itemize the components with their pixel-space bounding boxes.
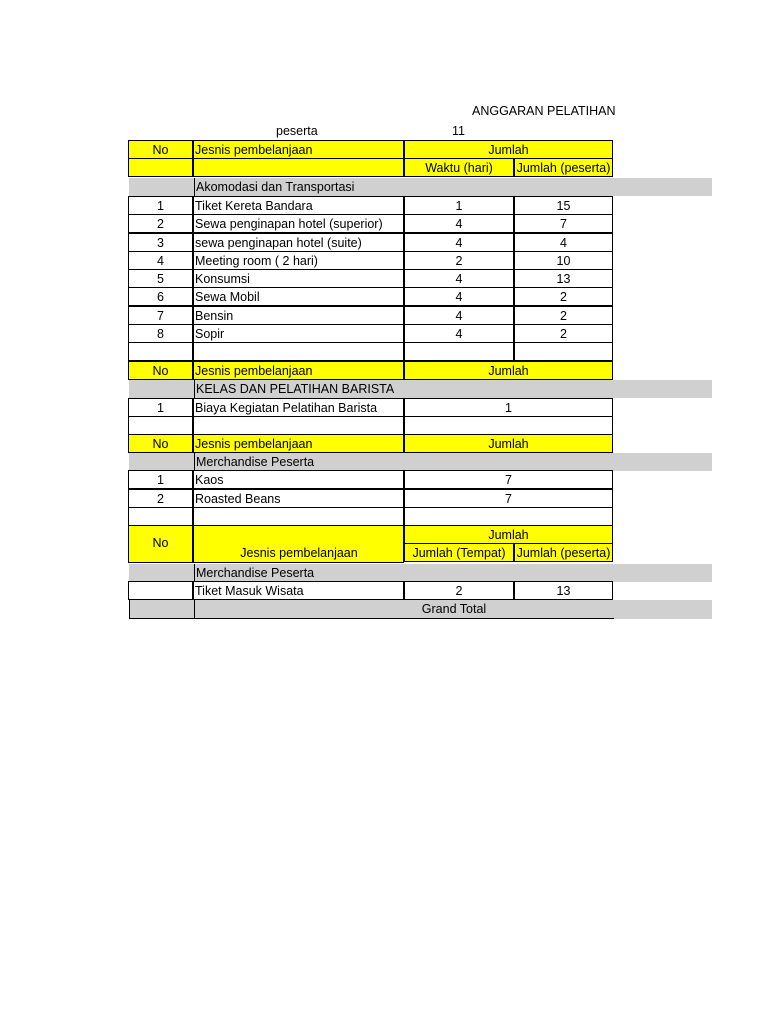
row-no: 1 <box>128 398 193 417</box>
section1-category-row <box>0 178 768 196</box>
grand-total-label: Grand Total <box>421 602 487 616</box>
table-row <box>0 234 768 252</box>
row-item: Kaos <box>193 470 404 489</box>
row-tempat: 2 <box>404 581 514 600</box>
section4-category-row <box>0 564 768 582</box>
row-no: 8 <box>128 324 193 343</box>
header-no: No <box>128 434 193 453</box>
table-row <box>0 399 768 417</box>
header-jumlah: Jumlah <box>404 140 613 159</box>
header-jenis: Jesnis pembelanjaan <box>193 525 404 563</box>
row-waktu: 4 <box>404 214 514 233</box>
header-no-cont <box>128 158 193 177</box>
row-item: Biaya Kegiatan Pelatihan Barista <box>193 398 404 417</box>
row-peserta: 2 <box>514 306 613 325</box>
row-waktu: 4 <box>404 269 514 288</box>
row-waktu: 4 <box>404 306 514 325</box>
row-waktu: 4 <box>404 324 514 343</box>
row-no: 2 <box>128 214 193 233</box>
header-no: No <box>128 361 193 380</box>
section3-header-row <box>0 435 768 453</box>
section1-header-row-1 <box>0 141 768 159</box>
row-no: 6 <box>128 287 193 306</box>
header-jumlah: Jumlah <box>404 361 613 380</box>
row-item: Konsumsi <box>193 269 404 288</box>
row-peserta: 13 <box>514 269 613 288</box>
row-waktu: 1 <box>404 196 514 215</box>
header-no: No <box>128 525 193 563</box>
header-jumlah: Jumlah <box>404 525 613 544</box>
row-jumlah: 1 <box>404 398 613 417</box>
row-peserta: 13 <box>514 581 613 600</box>
header-jenis: Jesnis pembelanjaan <box>193 434 404 453</box>
row-no <box>128 581 193 600</box>
row-peserta: 15 <box>514 196 613 215</box>
header-tempat: Jumlah (Tempat) <box>404 543 514 562</box>
row-no: 1 <box>128 196 193 215</box>
peserta-value: 11 <box>452 124 465 138</box>
row-waktu: 2 <box>404 251 514 270</box>
section2-category-row <box>0 380 768 398</box>
row-item: Tiket Kereta Bandara <box>193 196 404 215</box>
section1-header-row-2 <box>0 159 768 177</box>
section2-header-row <box>0 362 768 380</box>
blank-row <box>0 343 768 361</box>
header-peserta: Jumlah (peserta) <box>514 543 613 562</box>
row-item: sewa penginapan hotel (suite) <box>193 233 404 252</box>
row-no: 1 <box>128 470 193 489</box>
row-jumlah: 7 <box>404 470 613 489</box>
table-row <box>0 252 768 270</box>
grand-total-row <box>0 600 768 619</box>
category-label: Akomodasi dan Transportasi <box>194 178 405 196</box>
table-row <box>0 325 768 343</box>
header-jenis: Jesnis pembelanjaan <box>193 140 404 159</box>
row-no: 4 <box>128 251 193 270</box>
header-no: No <box>128 140 193 159</box>
row-item: Bensin <box>193 306 404 325</box>
row-peserta: 4 <box>514 233 613 252</box>
peserta-label: peserta <box>276 124 318 138</box>
table-row <box>0 307 768 325</box>
header-jenis-cont <box>193 158 404 177</box>
row-waktu: 4 <box>404 287 514 306</box>
row-item: Sewa penginapan hotel (superior) <box>193 214 404 233</box>
header-jenis: Jesnis pembelanjaan <box>193 361 404 380</box>
category-label: Merchandise Peserta <box>194 564 405 582</box>
row-item: Sewa Mobil <box>193 287 404 306</box>
table-row <box>0 471 768 489</box>
category-label: KELAS DAN PELATIHAN BARISTA <box>194 380 405 398</box>
row-waktu: 4 <box>404 233 514 252</box>
row-peserta: 2 <box>514 324 613 343</box>
row-peserta: 10 <box>514 251 613 270</box>
table-row <box>0 288 768 306</box>
table-row <box>0 215 768 233</box>
table-row <box>0 197 768 215</box>
row-no: 3 <box>128 233 193 252</box>
header-jumlah: Jumlah <box>404 434 613 453</box>
blank-row <box>0 417 768 435</box>
row-jumlah: 7 <box>404 489 613 508</box>
header-waktu: Waktu (hari) <box>404 158 514 177</box>
row-item: Roasted Beans <box>193 489 404 508</box>
row-item: Meeting room ( 2 hari) <box>193 251 404 270</box>
blank-row <box>0 508 768 526</box>
category-label: Merchandise Peserta <box>194 453 405 471</box>
table-row <box>0 490 768 508</box>
row-no: 5 <box>128 269 193 288</box>
row-item: Sopir <box>193 324 404 343</box>
row-no: 7 <box>128 306 193 325</box>
table-row <box>0 270 768 288</box>
row-no: 2 <box>128 489 193 508</box>
row-item: Tiket Masuk Wisata <box>193 581 404 600</box>
section4-header <box>0 526 768 563</box>
section3-category-row <box>0 453 768 471</box>
row-peserta: 7 <box>514 214 613 233</box>
header-peserta: Jumlah (peserta) <box>514 158 613 177</box>
sheet-title: ANGGARAN PELATIHAN <box>472 104 616 118</box>
row-peserta: 2 <box>514 287 613 306</box>
table-row <box>0 582 768 600</box>
